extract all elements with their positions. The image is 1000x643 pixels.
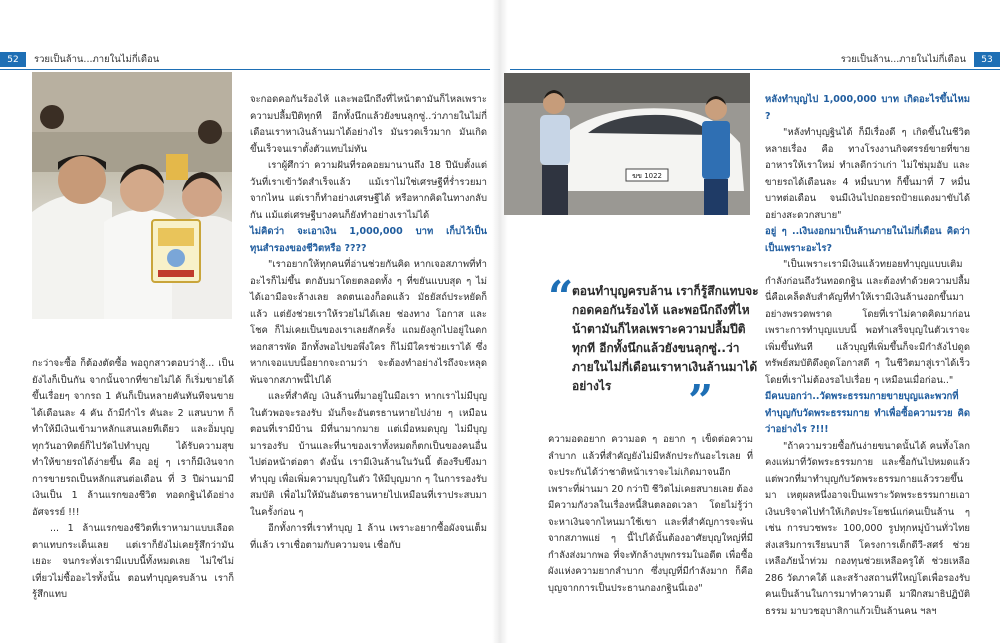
photo-illustration (32, 72, 232, 319)
paragraph: จะกอดคอกันร้องไห้ และพอนึกถึงที่ไหน้าตามันก็ไหลเพราะความปลื้มปีติทุกที อีกทั้งนึกแล้วยังขนลุกซู่..ว่าภายในไม่กี่เดือนเราหาเงินล้านมาได้อย่างไร มันรวดเร็วมาก มันเกิดขึ้นเร็วจนเราตั้งตัวแทบไม่ทัน (250, 94, 487, 155)
question-heading: อยู่ ๆ ..เงินงอกมาเป็นล้านภายในไม่กี่เดือน คิดว่าเป็นเพราะอะไร? (765, 226, 970, 254)
column-2 (250, 92, 487, 554)
right-header (833, 52, 1000, 67)
question-heading: หลังทำบุญไป 1,000,000 บาท เกิดอะไรขึ้นไหม ? (765, 94, 970, 122)
question-heading: มีคนบอกว่า..วัดพระธรรมกายขายบุญและพวกที่ทำบุญกับวัดพระธรรมกาย ทำเพื่อซื้อความรวย คิดว่าอย่างไร ?!!! (765, 391, 970, 435)
paragraph: "ถ้าความรวยซื้อกันง่ายขนาดนั้นได้ คนทั้งโลกคงแห่มาที่วัดพระธรรมกาย และซื้อกันไปหมดแล้ว แต่พวกที่มาทำบุญกับวัดพระธรรมกายแล้วรวยขึ้นมา เหตุผลหนึ่งอาจเป็นเพราะวัดพระธรรมกายเอาเงินบริจาคไปทำให้เกิดประโยชน์แก่คนเป็นล้าน ๆ เช่น การบวชพระ 100,000 รูปทุกหมู่บ้านทั่วไทย ส่งเสริมการเรียนบาลี โครงการเด็กดีวี-สศร์ ช่วยเหลือภัยน้ำท่วม กองทุนช่วยเหลือครูใต้ ช่วยเหลือ 286 วัดภาคใต้ และสร้างสถานที่ใหญ่โตเพื่อรองรับคนเป็นล้านในการมาทำความดี มาฝึกสมาธิปฏิบัติธรรม มาบวชอุบาสิกาแก้วเป็นล้านคน ฯลฯ (765, 440, 970, 617)
open-quote-icon: “ (548, 272, 574, 323)
paragraph: เราผู้ศึกว่า ความฝันที่รอคอยมานานถึง 18 ปีนับตั้งแต่วันที่เราเข้าวัดสำเร็จแล้ว แม้เราไม่ใช่เศรษฐีที่ร่ำรวยมาจากไหน แต่เราก็ทำอย่างเศรษฐีได้ หรือหากคิดในทางกลับกัน แม้แต่เศรษฐีบางคนก็ยังทำอย่างเราไม่ได้ (250, 160, 487, 221)
page-number-left: 52 (0, 52, 26, 67)
column-3 (548, 432, 753, 597)
license-plate: ฆข 1022 (631, 172, 663, 180)
paragraph: และที่สำคัญ เงินล้านที่มาอยู่ในมือเรา หากเราไม่มีบุญในตัวพอจะรองรับ มันก็จะอันตรธานหายไปง่าย ๆ เหมือนตอนที่เรามีบ้าน มีที่นามากมาย แต่เมื่อหมดบุญ ไม่มีบุญมารองรับ บ้านและที่นาของเราทั้งหมดก็ตกเป็นของคนอื่นไปต่อหน้าต่อตา ดังนั้น เรามีเงินล้านในวันนี้ ต้องรีบขึงมาทำบุญ เพื่อเพิ่มความบุญในตัว ให้มีบุญมาก ๆ ในการรองรับสมบัติ เพื่อไม่ให้มันอันตรธานหายไปเหมือนที่เราประสบมาในครั้งก่อน ๆ (250, 391, 487, 518)
column-4 (765, 92, 970, 620)
running-head-left: รวยเป็นล้าน...ภายในไม่กี่เดือน (34, 54, 160, 65)
header-rule-right (510, 69, 1000, 70)
paragraph: "หลังทำบุญฐินได้ ก็มีเรื่องดี ๆ เกิดขึ้นในชีวิตหลายเรื่อง คือ ทางโรงงานกิจศรรย์ขายที่ขายอาหารให้เราใหม่ ทำเลดีกว่าเก่า ไม่ใช่มุมอับ และขายรถได้เดือนละ 4 หมื่นบาท ก็ขึ้นมาที่ 7 หมื่นบาทต่อเดือน จนมีเงินไปถอยรถป้ายแดงมาขับได้อย่างสะดวกสบาย" (765, 127, 970, 221)
page-number-right: 53 (974, 52, 1000, 67)
photo-with-car (504, 73, 750, 215)
question-heading: ไม่คิดว่า จะเอาเงิน 1,000,000 บาท เก็บไว้เป็นทุนสำรองของชีวิตหรือ ???? (250, 226, 487, 254)
column-1 (32, 356, 234, 604)
paragraph: อีกทั้งการที่เราทำบุญ 1 ล้าน เพราะอยากซื้อผังจนเต็มที่แล้ว เราเชื่อตามกับความจน เชื่อกับ (250, 523, 487, 551)
car-photo-illustration (504, 73, 750, 215)
close-quote-icon: ” (688, 376, 714, 427)
left-header (0, 52, 167, 67)
running-head-right: รวยเป็นล้าน...ภายในไม่กี่เดือน (840, 54, 966, 65)
paragraph: ... 1 ล้านแรกของชีวิตที่เราหามาแบบเลือดตาแทบกระเด็นเลย แต่เราก็ยังไม่เคยรู้สึกว่ามันเยอะ จนกระทั่งเรามีแบบนี้ทั้งหมดเลย ไม่ใช่ไม่เที่ยวไม่ซื้ออะไรทั้งนั้น ตอนทำบุญครบล้าน เราก็รู้สึกแทบ (32, 523, 234, 600)
header-rule-left (0, 69, 490, 70)
paragraph: กะว่าจะซื้อ ก็ต้องตัดซื้อ พอถูกสาวตอบว่าสู้... เป็นยังไงก็เป็นกัน จากนั้นจากที่ขายไม่ได้ ก็เริ่มขายได้ขึ้นเรื่อยๆ จากรถ 1 คันก็เป็นหลายคันทันทีจนขายได้เดือนละ 4 คัน ถ้ามีกำไร คันละ 2 แสนบาท ก็ทำให้มีเงินเข้ามาหลักแสนเลยทีเดียว และอิ่มบุญทุกวันอาทิตย์ก็ไปวัดไปทำบุญ ได้รับความสุข ทำให้ขายรถได้ง่ายขึ้น คือ อยู่ ๆ เราก็มีเงินจากการขายรถเป็นหลักแสนต่อเดือน ที่ 3 ปีผ่านมามีเงินเป็น 1 ล้านแรกของชีวิต ทอดกฐินได้อย่างอัศจรรย์ !!! (32, 358, 234, 518)
paragraph: ความอดอยาก ความอด ๆ อยาก ๆ เข็ดต่อความลำบาก แล้วที่สำคัญยังไม่มีหลักประกันอะไรเลย ที่จะประกันได้ว่าชาติหน้าเราจะไม่เกิดมาจนอีก เพราะที่ผ่านมา 20 กว่าปี ชีวิตไม่เคยสบายเลย ต้องมีความกังวลในเรื่องหนี้สินตลอดเวลา โดยไม่รู้ว่าจะหาเงินจากไหนมาใช้เขา และที่สำคัญการจะพ้นจากสภาพแย่ ๆ นี้ไปได้นั้นต้องอาศัยบุญใหญ่ที่มีกำลังส่งมากพอ ที่จะทักล้างบุพกรรมในอดีต เพื่อซื้อผังแห่งความยากลำบาก ซึ่งบุญที่มีกำลังมาก ก็คือบุญจากการเป็นประธานกองกฐินนี่เอง" (548, 434, 753, 594)
paragraph: "เป็นเพราะเรามีเงินแล้วทยอยทำบุญแบบเติมกำลังก่อนถึงวันทอดกฐิน และต้องทำด้วยความปลื้มนี่คือเคล็ดลับสำคัญที่ทำให้เรามีเงินล้านงอกขึ้นมาอย่างพรวดพราด โดยที่เราไม่คาดคิดมาก่อน เพราะการทำบุญแบบนี้ พอทำเสร็จบุญในตัวเราจะเพิ่มขึ้นทันที แล้วบุญที่เพิ่มขึ้นก็จะมีกำลังไปดูดทรัพย์สมบัติดึงดูดโอกาสดี ๆ ในชีวิตมาสู่เราได้เร็ว โดยที่เราไม่ต้องรอไปเรื่อย ๆ เหมือนเมื่อก่อน.." (765, 259, 970, 386)
pull-quote-text: ตอนทำบุญครบล้าน เราก็รู้สึกแทบจะกอดคอกันร้องไห้ และพอนึกถึงที่ไหน้าตามันก็ไหลเพราะความปลื้มปีติทุกที อีกทั้งนึกแล้วยังขนลุกซู่..ว่าภายในไม่กี่เดือนเราหาเงินล้านมาได้อย่างไร (572, 284, 759, 393)
paragraph: "เราอยากให้ทุกคนที่อ่านช่วยกันคิด หากเจอสภาพที่ทำอะไรก็ไม่ขึ้น ตกอับมาโดยตลอดทั้ง ๆ ที่ขยันแบบสุด ๆ ไม่ได้เอามือจะล้างเลย ลดตนเองก็อดแล้ว มัธยัสถ์ประหยัดก็แล้ว แต่ยังช่วยเราให้รวยไม่ได้เลย ช่องทาง โอกาส และโชค ก็ไม่เคยเป็นของเราเลยสักครั้ง แถมยังลูกไปอยู่ในดกหอกสารพัด อีกทั้งพอไปขอพึ่งใคร ก็ไม่มีใครช่วยเราได้ ซึ่งหากเจอแบบนี้อยากจะถามว่า จะต้องทำอย่างไรถึงจะหลุดพ้นจากสภาพนี้ไปได้ (250, 259, 487, 386)
photo-holding-certificate (32, 72, 232, 319)
